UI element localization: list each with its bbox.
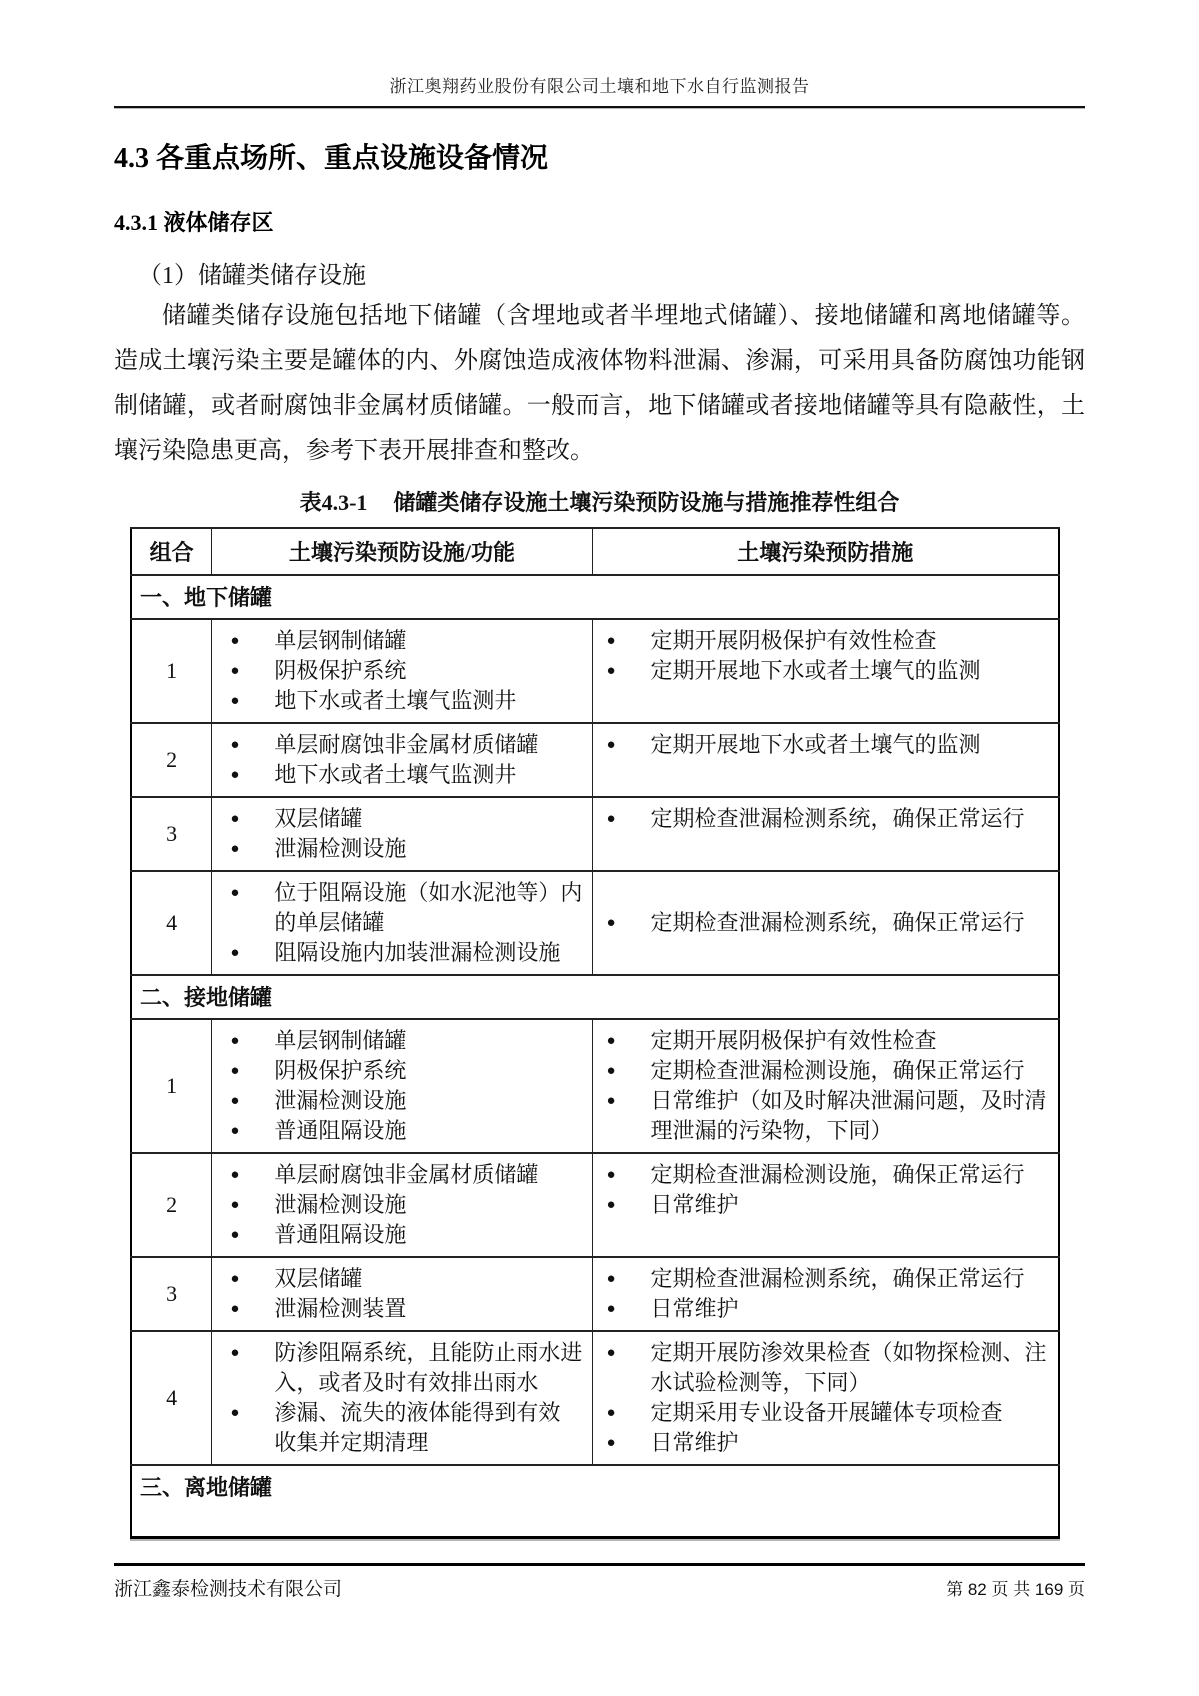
column-header-facility: 土壤污染预防设施/功能 — [212, 528, 592, 575]
row-number: 4 — [131, 871, 212, 975]
measure-item: ● 日常维护 — [593, 1428, 1052, 1458]
measure-item: ● 定期检查泄漏检测系统，确保正常运行 — [593, 1264, 1052, 1294]
measure-item: ● 定期检查泄漏检测系统，确保正常运行 — [593, 804, 1052, 834]
measure-item: ● 定期开展地下水或者土壤气的监测 — [593, 730, 1052, 760]
measure-list — [593, 1264, 1052, 1324]
table-caption-title: 储罐类储存设施土壤污染预防设施与措施推荐性组合 — [393, 490, 900, 515]
facility-item: ● 双层储罐 — [212, 804, 585, 834]
section-row-underground — [131, 575, 1059, 619]
section-title: 三、离地储罐 — [131, 1465, 1059, 1538]
facility-list — [212, 804, 585, 864]
section-row-grounded — [131, 975, 1059, 1019]
measure-item: ● 定期检查泄漏检测设施，确保正常运行 — [593, 1160, 1052, 1190]
facility-item: ● 普通阻隔设施 — [212, 1220, 585, 1250]
table-row — [131, 619, 1059, 723]
table-row — [131, 1331, 1059, 1465]
facility-list — [212, 1160, 585, 1250]
table-row — [131, 1257, 1059, 1331]
facility-item: ● 防渗阻隔系统，且能防止雨水进 入，或者及时有效排出雨水 — [212, 1338, 585, 1398]
paragraph-body: 储罐类储存设施包括地下储罐（含埋地或者半埋地式储罐）、接地储罐和离地储罐等。造成土壤污染主要是罐体的内、外腐蚀造成液体物料泄漏、渗漏，可采用具备防腐蚀功能钢制储罐，或者耐腐蚀非金属材质储罐。一般而言，地下储罐或者接地储罐等具有隐蔽性，土壤污染隐患更高，参考下表开展排查和整改。 — [114, 303, 1085, 464]
facility-item: ● 单层钢制储罐 — [212, 626, 585, 656]
measure-item: ● 日常维护 — [593, 1294, 1052, 1324]
document-header-title: 浙江奥翔药业股份有限公司土壤和地下水自行监测报告 — [389, 77, 810, 96]
facility-item: ● 地下水或者土壤气监测井 — [212, 760, 585, 790]
document-footer — [114, 1563, 1085, 1601]
column-header-measure: 土壤污染预防措施 — [592, 528, 1059, 575]
prevention-table — [130, 527, 1060, 1539]
row-number: 1 — [131, 1019, 212, 1153]
facility-item: ● 单层钢制储罐 — [212, 1026, 585, 1056]
measure-list — [593, 626, 1052, 686]
measure-list — [593, 908, 1052, 938]
row-number: 2 — [131, 1153, 212, 1257]
facility-list — [212, 1026, 585, 1146]
row-number: 2 — [131, 723, 212, 797]
row-number: 3 — [131, 1257, 212, 1331]
measure-item: ● 定期开展阴极保护有效性检查 — [593, 626, 1052, 656]
measure-item: ● 定期开展防渗效果检查（如物探检测、注水试验检测等，下同） — [593, 1338, 1052, 1398]
facility-list — [212, 1264, 585, 1324]
table-header-row — [131, 528, 1059, 575]
facility-item: ● 单层耐腐蚀非金属材质储罐 — [212, 1160, 585, 1190]
header-divider — [114, 106, 1085, 108]
table-row — [131, 723, 1059, 797]
table-row — [131, 1019, 1059, 1153]
facility-item: ● 阻隔设施内加装泄漏检测设施 — [212, 938, 585, 968]
measure-item: ● 定期开展阴极保护有效性检查 — [593, 1026, 1052, 1056]
measure-list — [593, 1338, 1052, 1458]
measure-list — [593, 804, 1052, 834]
facility-item: ● 地下水或者土壤气监测井 — [212, 686, 585, 716]
facility-list — [212, 626, 585, 716]
facility-item: ● 泄漏检测装置 — [212, 1294, 585, 1324]
row-number: 4 — [131, 1331, 212, 1465]
facility-item: ● 泄漏检测设施 — [212, 834, 585, 864]
facility-item: ● 泄漏检测设施 — [212, 1086, 585, 1116]
facility-item: ● 泄漏检测设施 — [212, 1190, 585, 1220]
footer-company: 浙江鑫泰检测技术有限公司 — [114, 1579, 343, 1600]
section-title: 一、地下储罐 — [131, 575, 1059, 619]
measure-list — [593, 1026, 1052, 1146]
section-row-aboveground — [131, 1465, 1059, 1538]
facility-list — [212, 878, 585, 968]
paragraph-subtitle: （1）储罐类储存设施 — [138, 263, 366, 289]
facility-item: ● 双层储罐 — [212, 1264, 585, 1294]
table-row — [131, 1153, 1059, 1257]
table-row — [131, 871, 1059, 975]
table-caption-label: 表4.3-1 — [299, 490, 368, 515]
measure-item: ● 定期检查泄漏检测系统，确保正常运行 — [593, 908, 1052, 938]
measure-item: ● 定期开展地下水或者土壤气的监测 — [593, 656, 1052, 686]
measure-item: ● 定期采用专业设备开展罐体专项检查 — [593, 1398, 1052, 1428]
facility-item: ● 位于阻隔设施（如水泥池等）内 的单层储罐 — [212, 878, 585, 938]
measure-list — [593, 730, 1052, 760]
facility-list — [212, 730, 585, 790]
facility-item: ● 阴极保护系统 — [212, 656, 585, 686]
row-number: 1 — [131, 619, 212, 723]
table-caption — [114, 486, 1085, 517]
measure-list — [593, 1160, 1052, 1220]
facility-item: ● 阴极保护系统 — [212, 1056, 585, 1086]
measure-item: ● 日常维护（如及时解决泄漏问题，及时清理泄漏的污染物，下同） — [593, 1086, 1052, 1146]
measure-item: ● 日常维护 — [593, 1190, 1052, 1220]
column-header-combo: 组合 — [131, 528, 212, 575]
section-heading: 4.3 各重点场所、重点设施设备情况 — [114, 143, 549, 174]
table-row — [131, 797, 1059, 871]
facility-item: ● 渗漏、流失的液体能得到有效 收集并定期清理 — [212, 1398, 585, 1458]
facility-item: ● 单层耐腐蚀非金属材质储罐 — [212, 730, 585, 760]
measure-item: ● 定期检查泄漏检测设施，确保正常运行 — [593, 1056, 1052, 1086]
facility-item: ● 普通阻隔设施 — [212, 1116, 585, 1146]
footer-page-number: 第 82 页 共 169 页 — [946, 1580, 1085, 1599]
subsection-heading: 4.3.1 液体储存区 — [114, 210, 274, 235]
facility-list — [212, 1338, 585, 1458]
row-number: 3 — [131, 797, 212, 871]
section-title: 二、接地储罐 — [131, 975, 1059, 1019]
